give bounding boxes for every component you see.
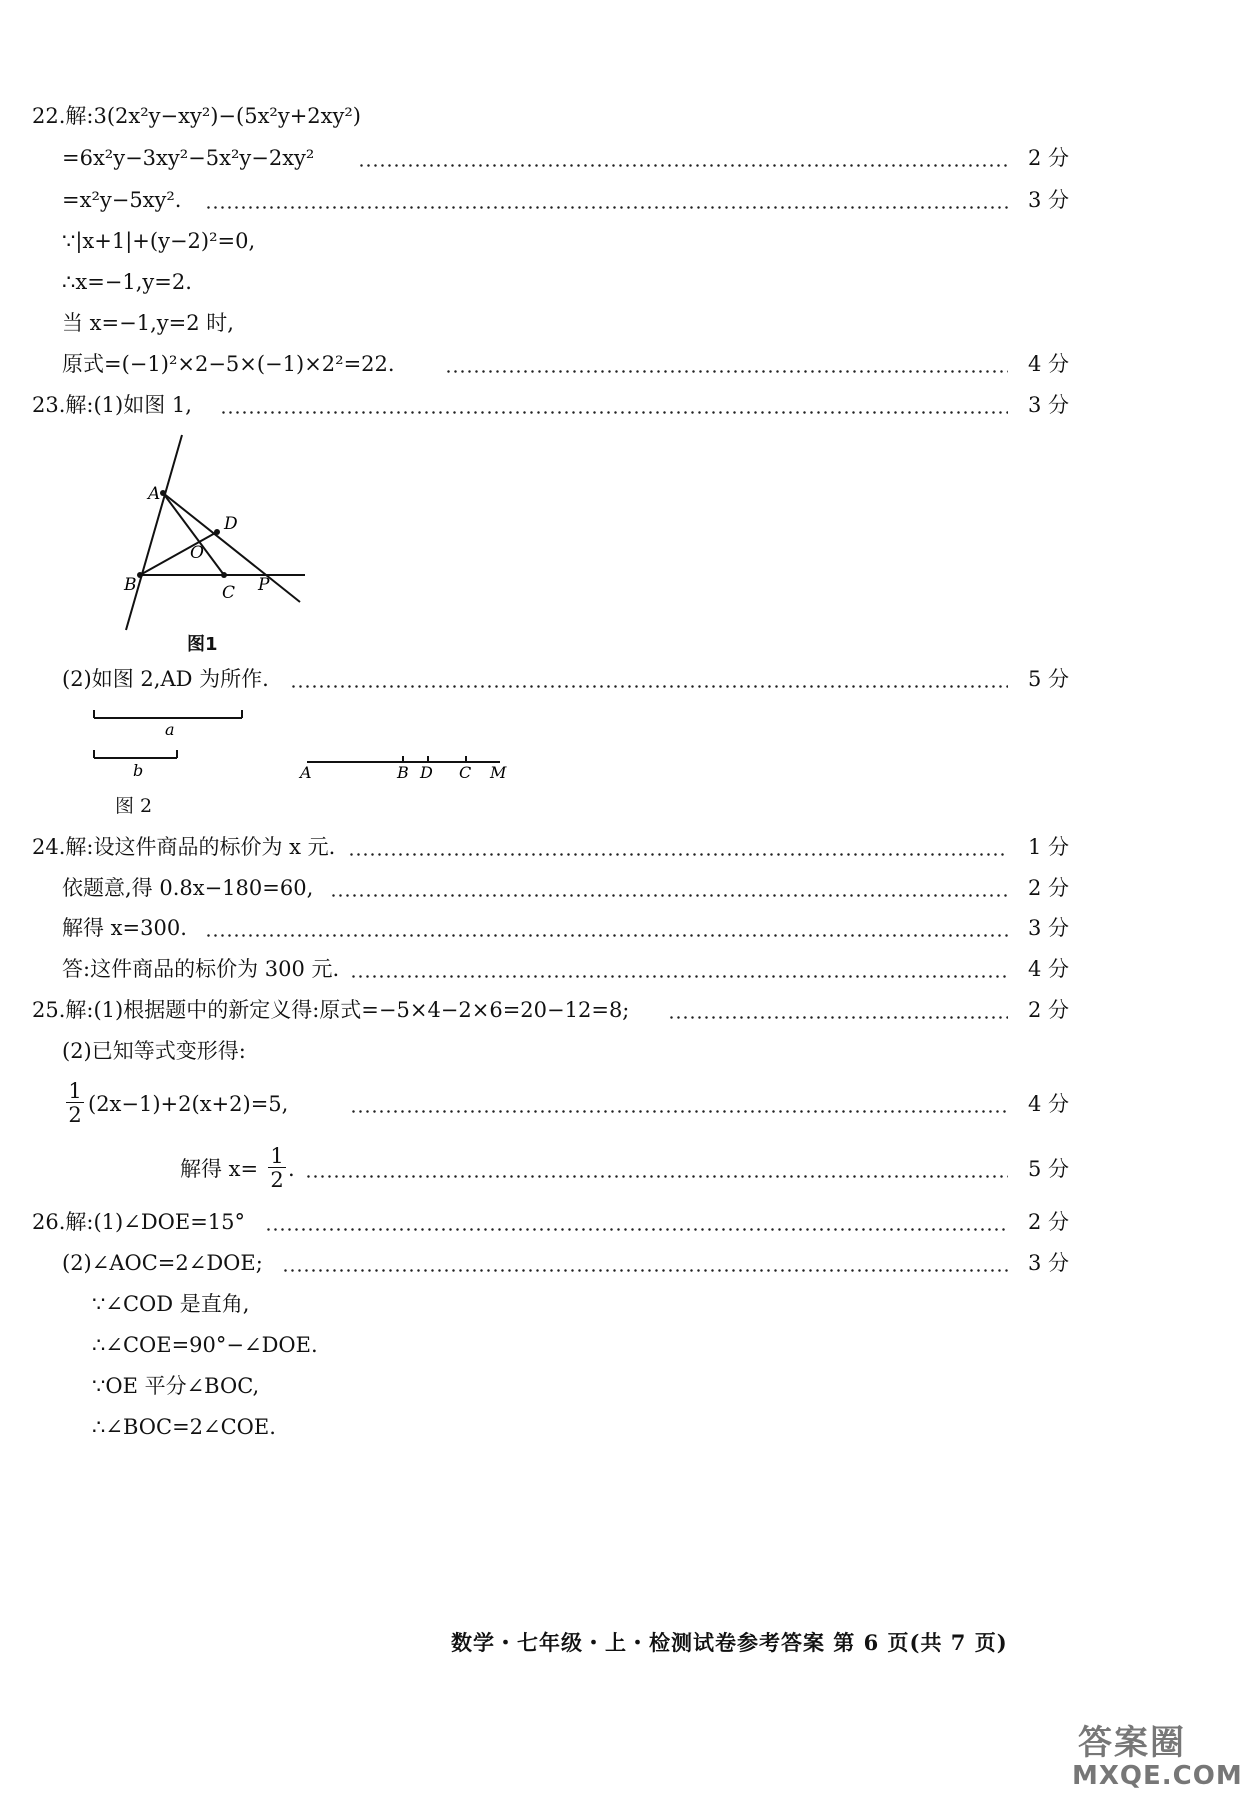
q25-l3: (2x−1)+2(x+2)=5, — [88, 1092, 289, 1116]
fraction — [66, 1080, 84, 1125]
score: 4 分 — [1028, 957, 1070, 981]
q26-line4 — [0, 1329, 1259, 1361]
q26-line2 — [0, 1247, 1259, 1279]
q22-l4: ∴x=−1,y=2. — [62, 270, 192, 294]
point-b — [137, 572, 143, 578]
q26-l6: ∴∠BOC=2∠COE. — [92, 1415, 276, 1439]
leader-dots — [350, 1088, 1008, 1120]
label-c: C — [222, 583, 236, 603]
leader-dots — [290, 663, 1008, 695]
leader-dots — [330, 872, 1008, 904]
leader-dots — [668, 994, 1008, 1026]
score: 1 分 — [1028, 835, 1070, 859]
point-a-label: A — [300, 763, 312, 782]
q26-line5 — [0, 1370, 1259, 1402]
fraction — [268, 1145, 286, 1190]
leader-dots — [350, 953, 1008, 985]
q26-line6 — [0, 1411, 1259, 1443]
leader-dots — [445, 348, 1008, 380]
q25-l4: 解得 x= — [180, 1157, 259, 1181]
q25-line1 — [0, 994, 1259, 1026]
leader-dots — [358, 142, 1008, 174]
point-b-label: B — [397, 763, 409, 782]
q25-l2: (2)已知等式变形得: — [62, 1039, 246, 1063]
score: 2 分 — [1028, 998, 1070, 1022]
score: 3 分 — [1028, 188, 1070, 212]
score: 3 分 — [1028, 1251, 1070, 1275]
label-b: B — [124, 575, 137, 595]
q26-l1: 26.解:(1)∠DOE=15° — [32, 1210, 246, 1234]
q22-head-line — [0, 100, 1259, 132]
score: 2 分 — [1028, 1210, 1070, 1234]
point-d-label: D — [420, 763, 433, 782]
q22-line2 — [0, 184, 1259, 216]
q24-line3 — [0, 912, 1259, 944]
q24-l3: 解得 x=300. — [62, 916, 187, 940]
point-a — [160, 490, 166, 496]
score: 4 分 — [1028, 1092, 1070, 1116]
leader-dots — [282, 1247, 1008, 1279]
score: 2 分 — [1028, 876, 1070, 900]
fraction-denominator: 2 — [270, 1168, 284, 1192]
figure-2-caption: 图 2 — [115, 795, 153, 817]
q22-l3: ∵|x+1|+(y−2)²=0, — [62, 229, 256, 253]
q25-l1: 25.解:(1)根据题中的新定义得:原式=−5×4−2×6=20−12=8; — [32, 998, 630, 1022]
q22-head: 22.解:3(2x²y−xy²)−(5x²y+2xy²) — [32, 104, 361, 128]
score: 5 分 — [1028, 1157, 1070, 1181]
label-o: O — [190, 543, 204, 563]
watermark-bottom: MXQE.COM — [1072, 1761, 1243, 1791]
label-p: P — [258, 575, 270, 595]
label-a: A — [148, 484, 161, 504]
watermark-top: 答案圈 — [1078, 1723, 1186, 1763]
label-d: D — [224, 514, 238, 534]
q24-l4: 答:这件商品的标价为 300 元. — [62, 957, 340, 981]
score: 2 分 — [1028, 146, 1070, 170]
leader-dots — [205, 184, 1008, 216]
fraction-denominator: 2 — [68, 1103, 82, 1127]
page-footer: 数学・七年级・上・检测试卷参考答案 第 6 页(共 7 页) — [451, 1630, 1008, 1655]
figure-2 — [80, 700, 550, 790]
score: 3 分 — [1028, 916, 1070, 940]
segment-a-label: a — [165, 720, 175, 739]
q26-l4: ∴∠COE=90°−∠DOE. — [92, 1333, 318, 1357]
q22-l1: =6x²y−3xy²−5x²y−2xy² — [62, 146, 315, 170]
figure-1 — [100, 425, 340, 655]
q24-line2 — [0, 872, 1259, 904]
q24-line1 — [0, 831, 1259, 863]
score: 4 分 — [1028, 352, 1070, 376]
leader-dots — [220, 389, 1008, 421]
q25-line3 — [0, 1079, 1259, 1136]
q22-line4 — [0, 266, 1259, 298]
fraction-numerator: 1 — [268, 1145, 286, 1168]
q24-l2: 依题意,得 0.8x−180=60, — [62, 876, 314, 900]
q26-l3: ∵∠COD 是直角, — [92, 1292, 250, 1316]
leader-dots — [348, 831, 1008, 863]
q23-head-line — [0, 389, 1259, 421]
point-d — [214, 529, 220, 535]
q25-l4-end: . — [288, 1157, 295, 1181]
q23-p2: (2)如图 2,AD 为所作. — [62, 667, 269, 691]
figure-1-caption: 图1 — [187, 634, 218, 655]
leader-dots — [205, 912, 1008, 944]
q26-l2: (2)∠AOC=2∠DOE; — [62, 1251, 263, 1275]
score: 3 分 — [1028, 393, 1070, 417]
q24-l1: 24.解:设这件商品的标价为 x 元. — [32, 835, 336, 859]
q22-l2: =x²y−5xy². — [62, 188, 182, 212]
score: 5 分 — [1028, 667, 1070, 691]
leader-dots — [265, 1206, 1008, 1238]
leader-dots — [305, 1153, 1008, 1185]
q26-line3 — [0, 1288, 1259, 1320]
q26-line1 — [0, 1206, 1259, 1238]
point-c-label: C — [459, 763, 472, 782]
q25-line4 — [0, 1144, 1259, 1201]
q22-l6: 原式=(−1)²×2−5×(−1)×2²=22. — [62, 352, 395, 376]
segment-b-label: b — [133, 761, 144, 780]
q23-part2-line — [0, 663, 1259, 695]
point-c — [221, 572, 227, 578]
point-m-label: M — [490, 763, 507, 782]
q25-line2 — [0, 1035, 1259, 1067]
q26-l5: ∵OE 平分∠BOC, — [92, 1374, 260, 1398]
q24-line4 — [0, 953, 1259, 985]
q22-line3 — [0, 225, 1259, 257]
fraction-numerator: 1 — [66, 1080, 84, 1103]
watermark — [1070, 1715, 1245, 1795]
q23-head: 23.解:(1)如图 1, — [32, 393, 192, 417]
q22-line5 — [0, 307, 1259, 339]
q22-line6 — [0, 348, 1259, 380]
q22-l5: 当 x=−1,y=2 时, — [62, 311, 234, 335]
line-ab — [126, 435, 182, 630]
q22-line1 — [0, 142, 1259, 174]
